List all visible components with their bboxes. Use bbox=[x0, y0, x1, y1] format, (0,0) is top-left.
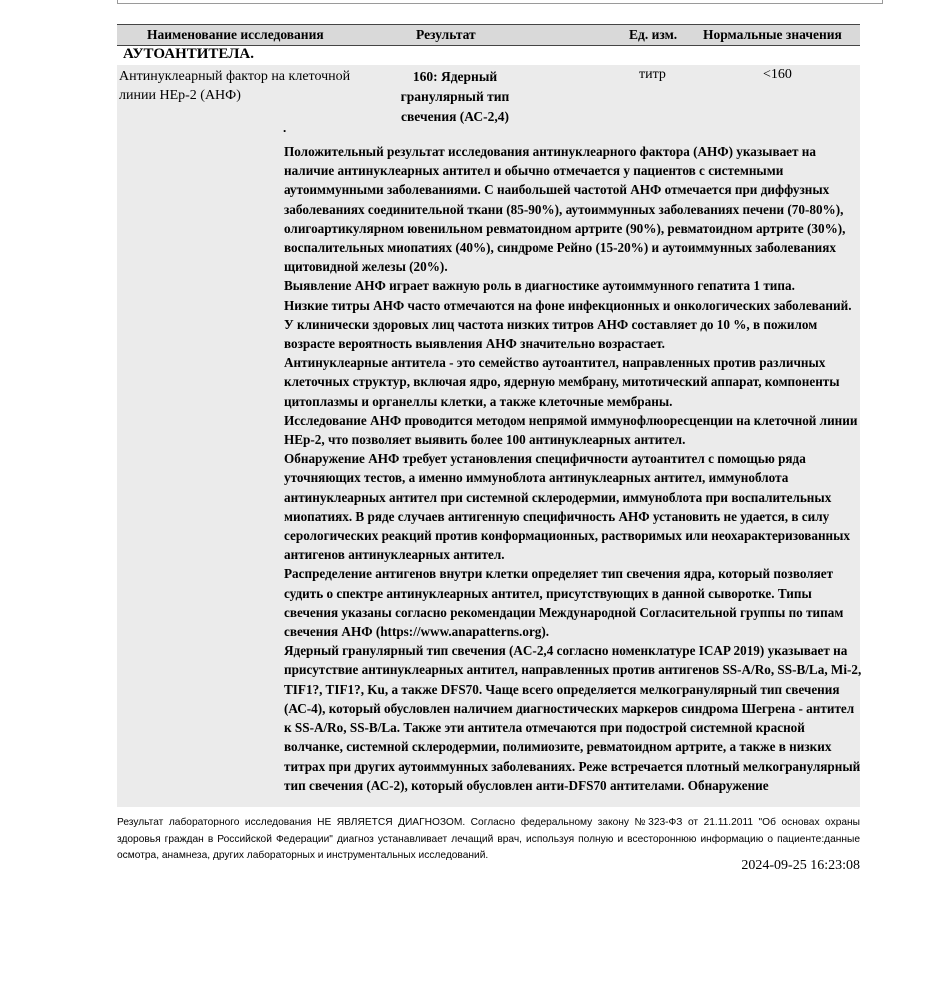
comment-paragraph: Ядерный гранулярный тип свечения (AC-2,4 согласно номенклатуре ICAP 2019) указывает на присутствие антинуклеарных антител, направленных против антигенов SS-A/Ro, SS-B/La, Mi-2, TIF1?, TIF1?, Ku, а также DFS70. Чаще всего определяется мелкогранулярный тип свечения (АС-4), который обусловлен наличием диагностических маркеров синдрома Шегрена - антител к SS-A/Ro, SS-B/La. Также эти антитела отмечаются при подострой системной красной волчанке, системной склеродермии, полимиозите, ревматоидном артрите, а также в низких титрах при других аутоиммунных заболеваниях. Реже встречается плотный мелкогранулярный тип свечения (АС-2), который обусловлен анти-DFS70 антителами. Обнаружение bbox=[284, 643, 862, 793]
result-comment bbox=[284, 142, 862, 807]
comment-paragraph: Антинуклеарные антитела - это семейство аутоантител, направленных против различных клеточных структур, включая ядро, ядерную мембрану, митотический аппарат, компоненты цитоплазмы и органеллы клетки, а также клеточные мембраны. bbox=[284, 355, 840, 409]
comment-paragraph: Обнаружение АНФ требует установления специфичности аутоантител с помощью ряда уточняющих тестов, а именно иммуноблота антинуклеарных антител, иммуноблота антинуклеарных антител при системной склеродермии, иммуноблота при воспалительных миопатиях. В ряде случаев антигенную специфичность АНФ установить не удается, в силу серологических реакций против конформационных, растворимых или неохарактеризованных антигенов антинуклеарных антител. bbox=[284, 451, 851, 563]
table-header bbox=[117, 24, 860, 46]
test-name: Антинуклеарный фактор на клеточной линии HEp-2 (АНФ) bbox=[119, 69, 351, 103]
header-name: Наименование исследования bbox=[147, 27, 324, 42]
header-norm: Нормальные значения bbox=[703, 27, 842, 42]
header-result: Результат bbox=[416, 27, 476, 42]
comment-paragraph: Выявление АНФ играет важную роль в диагностике аутоиммунного гепатита 1 типа. bbox=[284, 278, 795, 294]
comment-paragraph: Низкие титры АНФ часто отмечаются на фоне инфекционных и онкологических заболеваний. У клинически здоровых лиц частота низких титров АНФ составляет до 10 %, в пожилом возрасте вероятность выявления АНФ значительно возрастает. bbox=[284, 297, 852, 352]
report-timestamp: 2024-09-25 16:23:08 bbox=[741, 858, 860, 873]
top-frame-box bbox=[117, 0, 883, 4]
test-unit: титр bbox=[639, 67, 666, 82]
header-unit: Ед. изм. bbox=[629, 27, 678, 42]
comment-dot: . bbox=[283, 120, 287, 135]
comment-paragraph: Положительный результат исследования антинуклеарного фактора (АНФ) указывает на наличие антинуклеарных антител и обычно отмечается у пациентов с системными аутоиммунными заболеваниями. С наибольшей частотой АНФ отмечается при диффузных заболеваниях соединительной ткани (85-90%), аутоиммунных заболеваниях печени (70-80%), олигоартикулярном ювенильном ревматоидном артрите (90%), ревматоидном артрите (30%), воспалительных миопатиях (40%), синдроме Рейно (15-20%) и аутоиммунных заболеваниях щитовидной железы (20%). bbox=[284, 144, 846, 275]
test-result: 160: Ядерный гранулярный тип свечения (АС-2,4) bbox=[400, 69, 510, 124]
section-title: АУТОАНТИТЕЛА. bbox=[123, 46, 254, 62]
test-norm: <160 bbox=[763, 67, 792, 82]
disclaimer: Результат лабораторного исследования НЕ ЯВЛЯЕТСЯ ДИАГНОЗОМ. Согласно федеральному закону №323-ФЗ от 21.11.2011 "Об основах охраны здоровья граждан в Российской Федерации" диагноз устанавливает лечащий врач, используя полную и всестороннюю информацию о пациенте:данные осмотра, анамнеза, других лабораторных и инструментальных исследований. bbox=[117, 817, 860, 861]
comment-paragraph: Распределение антигенов внутри клетки определяет тип свечения ядра, который позволяет судить о спектре антинуклеарных антител, присутствующих в данной сыворотке. Типы свечения указаны согласно рекомендации Международной Согласительной группы по типам свечения АНФ (https://www.anapatterns.org). bbox=[284, 566, 844, 640]
comment-paragraph: Исследование АНФ проводится методом непрямой иммунофлюоресценции на клеточной линии HEp-2, что позволяет выявить более 100 антинуклеарных антител. bbox=[284, 412, 858, 448]
